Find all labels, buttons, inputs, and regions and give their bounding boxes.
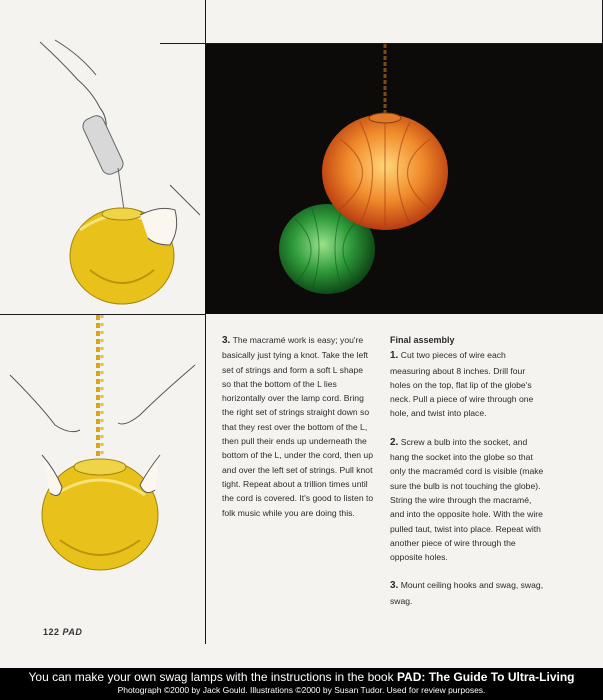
page-footer [43,627,82,637]
assembly-step-3: 3. Mount ceiling hooks and swag, swag, swag. [390,580,544,606]
assembly-step-2: 2. Screw a bulb into the socket, and hang the socket into the globe so that only the macraméd cord is visible (make sure the bulb is not touching the globe). String the wire through the macramé, and into the opposite hole. With the wire pulled taut, twist into place. Repeat with another piece of wire through the opposite holes. [390,436,544,563]
step-text: The macramé work is easy; you're basically just tying a knot. Take the left set of strings and form a soft L shape so that the bottom of the L lies horizontally over the lamp cord. Bring the right set of strings straight down so that they rest over the bottom of the L, then pull their ends up underneath the bottom of the L, under the cord, then up and over the left set of strings. Pull knot tight. Repeat about a trillion times until the cord is covered. It's good to listen to folk music while you are doing this. [222,335,374,518]
assembly-step-1: 1. Cut two pieces of wire each measuring about 8 inches. Drill four holes on the top, flat lip of the globe's neck. Pull a piece of wire through one hole, and twist into place. [390,350,534,419]
text-column-step3 [222,333,374,534]
page-number: 122 [43,627,60,637]
divider-vertical-middle [205,314,206,644]
banner-prefix: You can make your own swag lamps with the instructions in the book [28,670,394,684]
photo-swag-lamps [205,44,603,314]
illustration-macrame-globe [0,315,205,645]
illustration-glue-globe [0,0,205,314]
banner-credits: Photograph ©2000 by Jack Gould. Illustrations ©2000 by Susan Tudor. Used for review purposes. [117,685,486,695]
banner-line-1 [0,668,603,684]
caption-banner [0,668,603,700]
banner-book-title: PAD: The Guide To Ultra-Living [396,670,575,684]
text-column-final-assembly [390,333,548,622]
book-logo: PAD [62,627,83,637]
divider-vertical-top [205,0,206,44]
step-number: 3. [222,335,231,346]
section-heading: Final assembly [390,335,455,345]
